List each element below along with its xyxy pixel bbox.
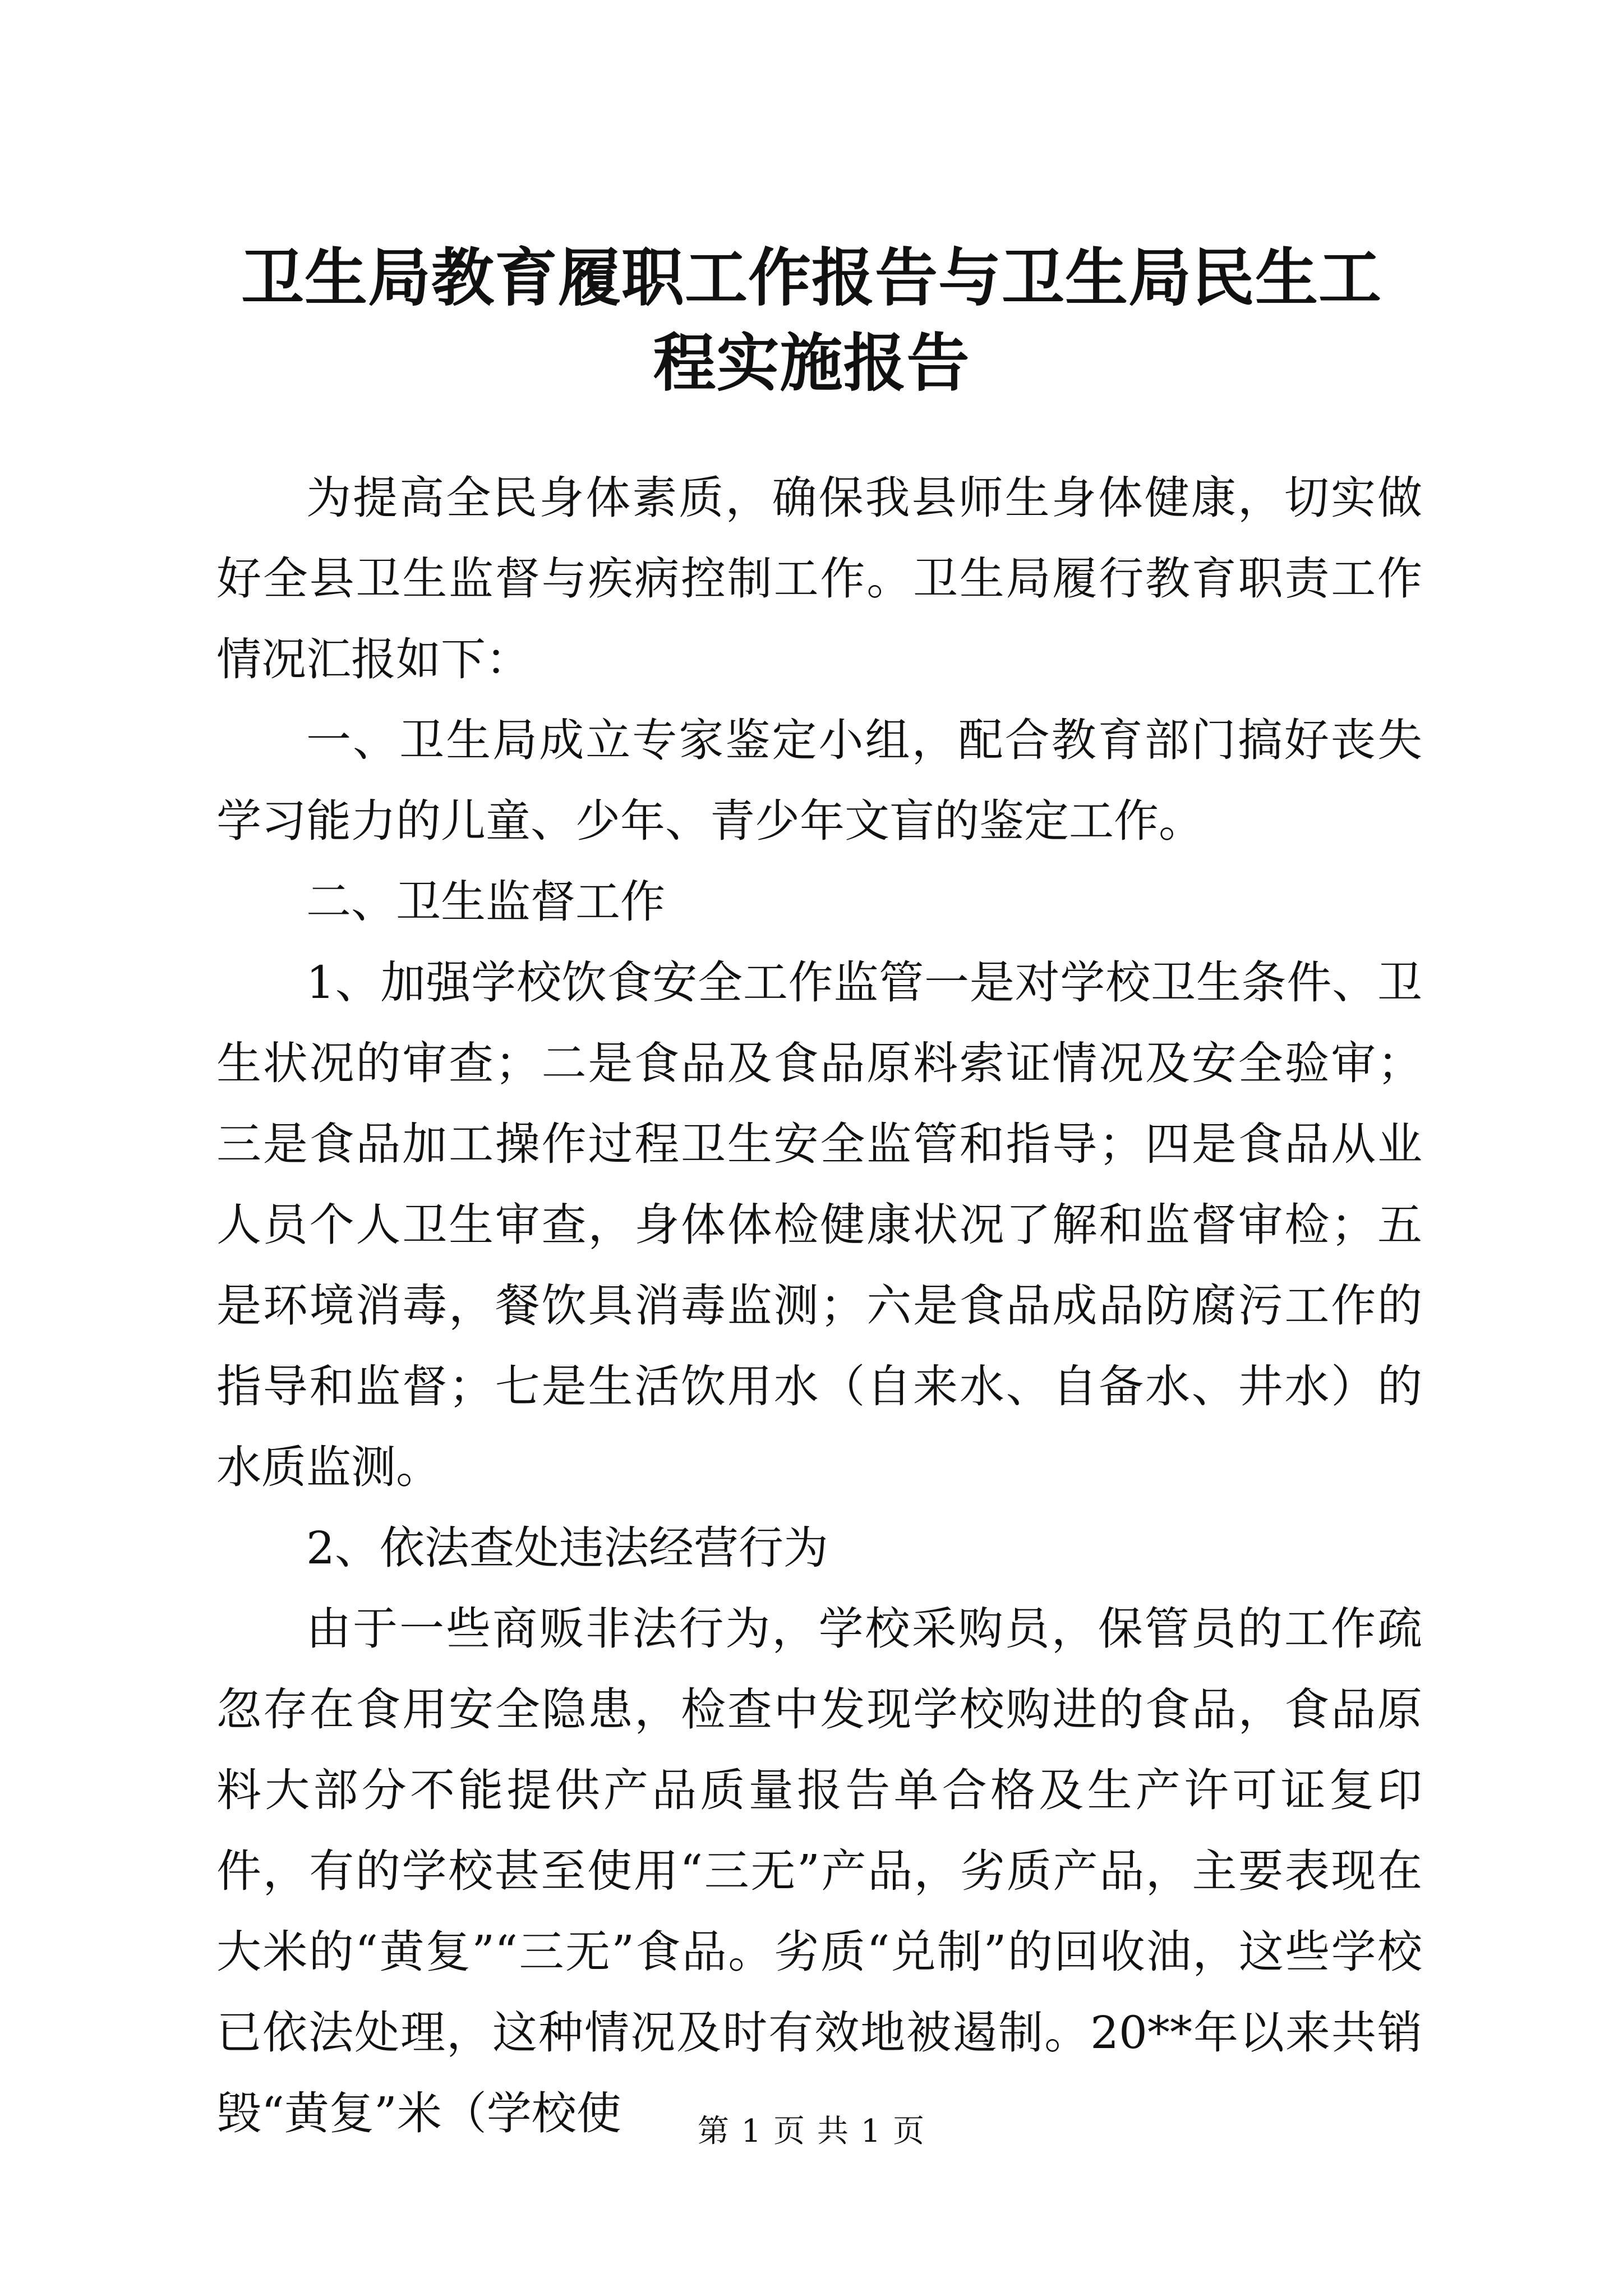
paragraph-section-1: 一、卫生局成立专家鉴定小组，配合教育部门搞好丧失学习能力的儿童、少年、青少年文盲的鉴定工作。 — [216, 714, 1422, 847]
paragraph-heading-supervision: 二、卫生监督工作 — [306, 876, 665, 928]
paragraph-violations: 由于一些商贩非法行为，学校采购员，保管员的工作疏忽存在食用安全隐患，检查中发现学校购进的食品，食品原料大部分不能提供产品质量报告单合格及生产许可证复印件，有的学校甚至使用“三无”产品，劣质产品，主要表现在大米的“黄复”“三无”食品。劣质“兑制”的回收油，这些学校已依法处理，这种情况及时有效地被遏制。20**年以来共销毁“黄复”米（学校使 — [216, 1603, 1422, 2139]
paragraph-item-2: 2、依法查处违法经营行为 — [306, 1522, 828, 1574]
paragraph-item-1: 1、加强学校饮食安全工作监管一是对学校卫生条件、卫生状况的审查；二是食品及食品原料索证情况及安全验审；三是食品加工操作过程卫生安全监管和指导；四是食品从业人员个人卫生审查，身体体检健康状况了解和监督审检；五是环境消毒，餐饮具消毒监测；六是食品成品防腐污工作的指导和监督；七是生活饮用水（自来水、自备水、井水）的水质监测。 — [216, 956, 1422, 1493]
document-body — [216, 458, 1422, 2154]
page-footer: 第 1 页 共 1 页 — [697, 2113, 926, 2150]
paragraph-intro: 为提高全民身体素质，确保我县师生身体健康，切实做好全县卫生监督与疾病控制工作。卫生局履行教育职责工作情况汇报如下： — [216, 472, 1422, 685]
document-title: 卫生局教育履职工作报告与卫生局民生工程实施报告 — [241, 241, 1382, 400]
